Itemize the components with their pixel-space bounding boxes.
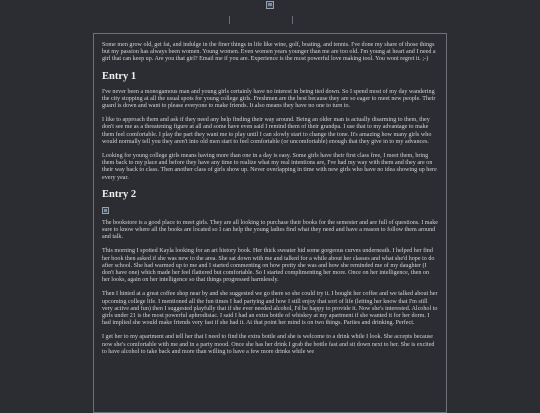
entry-paragraph: This morning I spotted Kayla looking for an art history book. Her thick sweater hid some gorgeous curves underneath. I helped her find her book then asked if she was new to the area. She sat down with me and talked for a while about her classes and what she'd hope to do after school. She had warmed up to me and I started commenting on how pretty she was and how she reminded me of my daughter (I don't have one) which made her feel flattered but comfortable. So I started complimenting her more. Once on her intelligence, then on her looks, again on her intelligence so that things progressed harmlessly. (102, 248, 435, 284)
entry-paragraph: I get her to my apartment and tell her that I need to find the extra bottle and she is welcome to a drink while I look. She accepts because now she's comfortable with me and in a party mood. Once she has her drink I grab the bottle fast and sit down next to her. She is excited to have alcohol to take back and more than willing to have a few more drinks while we (102, 334, 435, 355)
entry-title: Entry 1 (102, 70, 137, 82)
top-bar (0, 0, 540, 32)
entry-title: Entry 2 (102, 188, 137, 200)
entry-paragraph: Then I hinted at a great coffee shop near by and she suggested we go there so she could try it. I bought her coffee and we talked about her upcoming college life. I mentioned all the fun times I had partying and how I still enjoy that sort of life (letting her know that I'm still very active and fun) then I suggested playfully that if she ever needed alcohol, I'd be happy to provide it. Now she's interested. Alcohol to girls under 21 is the most powerful aphrodisiac. I said I had an extra bottle of whiskey at my apartment if she wanted it for her dorm. I had implied she would make friends very fast if she had it. At that point her mind is on two things. Parties and drinking. Perfect. (102, 291, 438, 327)
nav-divider (292, 16, 293, 24)
entry-paragraph: The bookstore is a good place to meet girls. They are all looking to purchase their books for the semester and are full of questions. I make sure to know where all the books are located so I can help the young ladies find what they need and have a reason to follow them around and talk. (102, 219, 438, 241)
content-page (93, 33, 447, 413)
broken-image-icon (102, 207, 109, 214)
entry-paragraph: Looking for young college girls means having more than one in a day is easy. Some girls have their first class free, I meet them, bring them back to my place and before they have any time to realize what my real intentions are, I've had my way with them and they are on their way back to class. Then another class of girls show up. Never overlapping in time with new girls who have no idea showing up here every year. (102, 153, 437, 181)
intro-paragraph: Some men grow old, get fat, and indulge in the finer things in life like wine, golf, boating, and tennis. I've done my share of those things but my passion has always been women. Young women. Even women years younger than me are too old. I'm young at heart and I need a girl that can keep up. Are you that girl? Email me if you are. Experience is the most powerful love making tool. You wont regret it. ;-) (102, 42, 436, 63)
nav-divider (229, 16, 230, 24)
entry-paragraph: I've never been a monogamous man and young girls certainly have no interest in being tied down. So I spend most of my day wandering the city stopping at all the usual spots for young college girls. Freshmen are the best because they are so eager to meet new people. Their guard is down and want to please everyone to make friends. It also means they have no one to turn to. (102, 88, 436, 110)
broken-image-icon[interactable] (266, 1, 274, 9)
entry-paragraph: I like to approach them and ask if they need any help finding their way around. Being an older man is actually disarming to them, they don't see me as a threatening figure at all and some have even said I remind them of their grandpa. I use that to my advantage to make them feel comfortable. I play the part they want me to play until I can slowly start to change the tone. It's amazing how many girls who would normally tell you they aren't into old men start to feel comfortable (or uncomfortable) enough that they give in to my advances. (102, 117, 432, 145)
